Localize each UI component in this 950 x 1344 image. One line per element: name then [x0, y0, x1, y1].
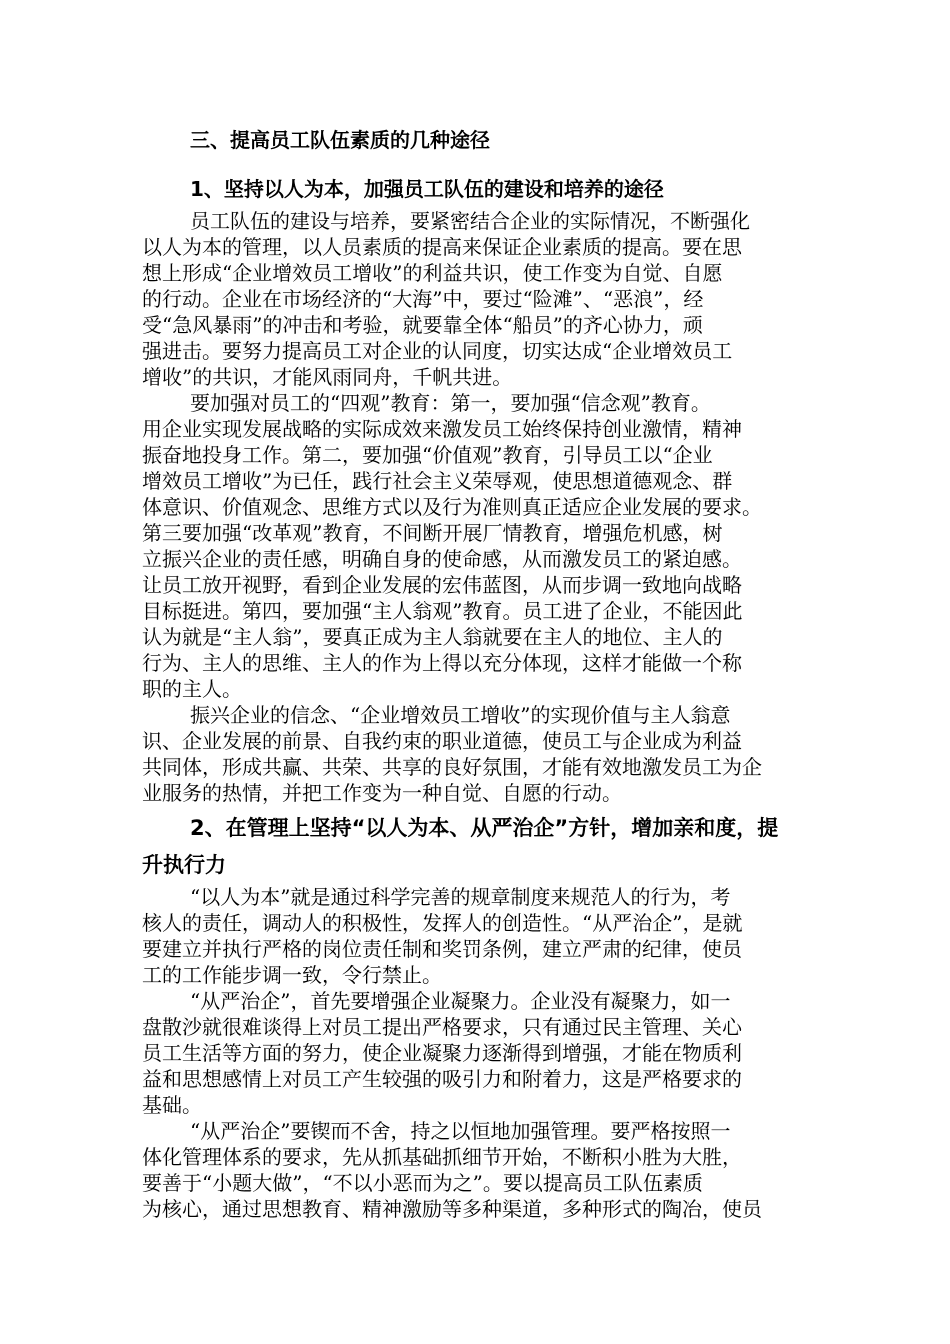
paragraph-line: 振兴企业的信念、“企业增效员工增收”的实现价值与主人翁意 [190, 703, 731, 727]
paragraph-line: 职的主人。 [142, 677, 242, 701]
paragraph-line: 共同体，形成共赢、共荣、共享的良好氛围，才能有效地激发员工为企 [142, 755, 762, 779]
paragraph-line: 用企业实现发展战略的实际成效来激发员工始终保持创业激情，精神 [142, 417, 742, 441]
paragraph-line: 让员工放开视野，看到企业发展的宏伟蓝图，从而步调一致地向战略 [142, 573, 742, 597]
paragraph-line: 想上形成“企业增效员工增收”的利益共识，使工作变为自觉、自愿 [142, 261, 723, 285]
paragraph-line: “从严治企”要锲而不舍，持之以恒地加强管理。要严格按照一 [190, 1119, 731, 1143]
paragraph-line: 员工队伍的建设与培养，要紧密结合企业的实际情况，不断强化 [190, 209, 750, 233]
paragraph-line: 立振兴企业的责任感，明确自身的使命感，从而激发员工的紧迫感。 [142, 547, 742, 571]
paragraph-line: 体意识、价值观念、思维方式以及行为准则真正适应企业发展的要求。 [142, 495, 762, 519]
paragraph-line: 行为、主人的思维、主人的作为上得以充分体现，这样才能做一个称 [142, 651, 742, 675]
subsection-heading-1: 1、坚持以人为本，加强员工队伍的建设和培养的途径 [190, 177, 664, 201]
paragraph-line: 第三要加强“改革观”教育，不间断开展厂情教育，增强危机感，树 [142, 521, 723, 545]
paragraph-line: 认为就是“主人翁”，要真正成为主人翁就要在主人的地位、主人的 [142, 625, 723, 649]
paragraph-line: 增收”的共识，才能风雨同舟，千帆共进。 [142, 365, 513, 389]
paragraph-line: 目标挺进。第四，要加强“主人翁观”教育。员工进了企业，不能因此 [142, 599, 743, 623]
section-heading: 三、提高员工队伍素质的几种途径 [190, 128, 490, 152]
subsection-heading-2-cont: 升执行力 [142, 853, 226, 877]
paragraph-line: 盘散沙就很难谈得上对员工提出严格要求，只有通过民主管理、关心 [142, 1015, 742, 1039]
paragraph-line: 员工生活等方面的努力，使企业凝聚力逐渐得到增强，才能在物质利 [142, 1041, 742, 1065]
paragraph-line: 体化管理体系的要求，先从抓基础抓细节开始，不断积小胜为大胜， [142, 1145, 742, 1169]
paragraph-line: 要建立并执行严格的岗位责任制和奖罚条例，建立严肃的纪律，使员 [142, 937, 742, 961]
paragraph-line: 工的工作能步调一致，令行禁止。 [142, 963, 442, 987]
paragraph-line: 以人为本的管理，以人员素质的提高来保证企业素质的提高。要在思 [142, 235, 742, 259]
paragraph-line: 基础。 [142, 1093, 202, 1117]
paragraph-line: 要善于“小题大做”，“不以小恶而为之”。要以提高员工队伍素质 [142, 1171, 703, 1195]
paragraph-line: “以人为本”就是通过科学完善的规章制度来规范人的行为，考 [190, 885, 731, 909]
paragraph-line: 识、企业发展的前景、自我约束的职业道德，使员工与企业成为利益 [142, 729, 742, 753]
paragraph-line: 增效员工增收”为已任，践行社会主义荣辱观，使思想道德观念、群 [142, 469, 733, 493]
paragraph-line: 振奋地投身工作。第二，要加强“价值观”教育，引导员工以“企业 [142, 443, 713, 467]
paragraph-line: “从严治企”，首先要增强企业凝聚力。企业没有凝聚力，如一 [190, 989, 731, 1013]
paragraph-line: 的行动。企业在市场经济的“大海”中，要过“险滩”、“恶浪”，经 [142, 287, 704, 311]
paragraph-line: 为核心，通过思想教育、精神激励等多种渠道，多种形式的陶冶，使员 [142, 1197, 762, 1221]
paragraph-line: 核人的责任，调动人的积极性，发挥人的创造性。“从严治企”，是就 [142, 911, 743, 935]
paragraph-line: 业服务的热情，并把工作变为一种自觉、自愿的行动。 [142, 781, 622, 805]
paragraph-line: 强进击。要努力提高员工对企业的认同度，切实达成“企业增效员工 [142, 339, 733, 363]
subsection-heading-2: 2、在管理上坚持“以人为本、从严治企”方针，增加亲和度，提 [190, 816, 779, 840]
paragraph-line: 益和思想感情上对员工产生较强的吸引力和附着力，这是严格要求的 [142, 1067, 742, 1091]
paragraph-line: 受“急风暴雨”的冲击和考验，就要靠全体“船员”的齐心协力，顽 [142, 313, 703, 337]
paragraph-line: 要加强对员工的“四观”教育：第一，要加强“信念观”教育。 [190, 391, 711, 415]
